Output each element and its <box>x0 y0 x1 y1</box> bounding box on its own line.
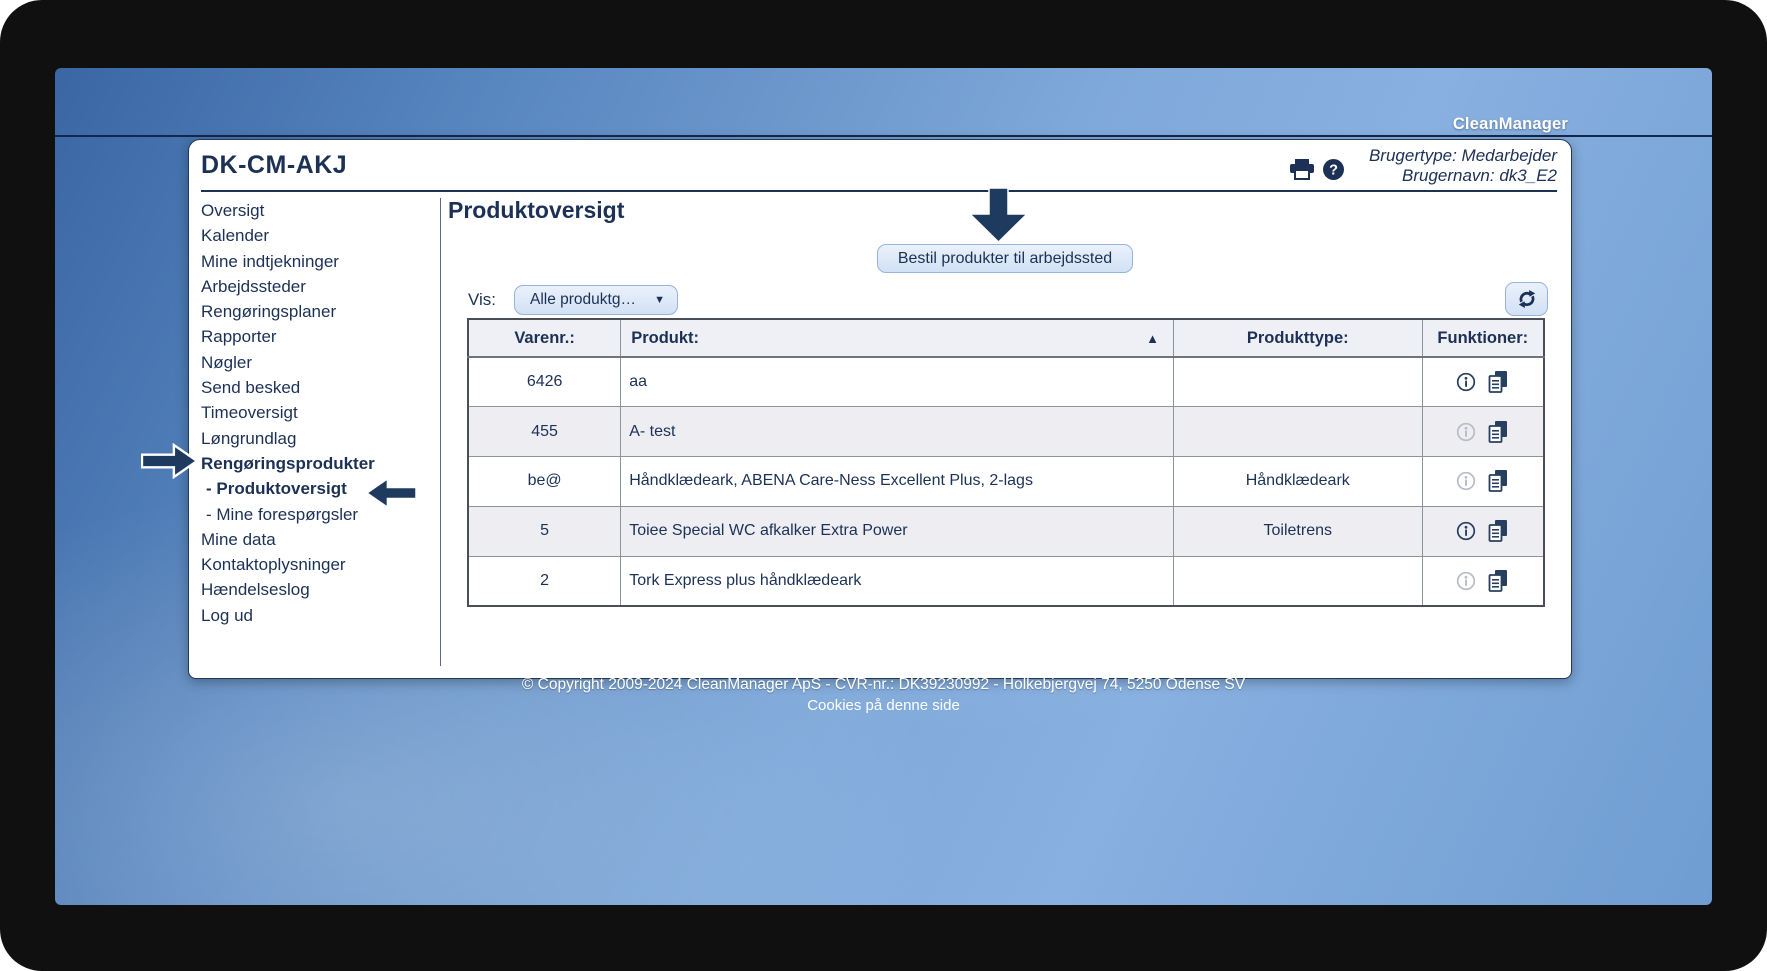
sidebar-item-kalender[interactable]: Kalender <box>201 226 270 246</box>
copy-icon[interactable] <box>1487 370 1509 394</box>
cell-produkttype: Håndklædeark <box>1173 457 1422 507</box>
cell-varenr: 455 <box>468 407 621 457</box>
user-type-label: Brugertype: Medarbejder <box>1368 146 1557 165</box>
table-row <box>468 556 1544 606</box>
cell-produkttype <box>1173 357 1422 407</box>
copy-icon[interactable] <box>1487 569 1509 593</box>
product-table <box>467 318 1545 607</box>
sidebar-nav <box>201 198 436 628</box>
sidebar-item-kontaktoplysninger[interactable]: Kontaktoplysninger <box>201 555 346 575</box>
vis-label: Vis: <box>468 290 497 309</box>
header-rule <box>201 190 1557 192</box>
product-group-dropdown[interactable] <box>514 285 678 315</box>
order-products-button[interactable]: Bestil produkter til arbejdssted <box>877 244 1133 273</box>
desktop-background <box>55 68 1712 905</box>
refresh-icon <box>1516 288 1538 310</box>
sidebar-item-rengoeringsprodukter[interactable]: Rengøringsprodukter <box>201 453 375 473</box>
cookies-link[interactable]: Cookies på denne side <box>807 697 960 714</box>
sidebar-item-loengrundlag[interactable]: Løngrundlag <box>201 428 297 448</box>
cell-produkt: A- test <box>621 407 1174 457</box>
info-icon[interactable] <box>1456 372 1476 392</box>
cell-produkttype <box>1173 407 1422 457</box>
cell-produkt: Tork Express plus håndklædeark <box>621 556 1174 606</box>
cell-varenr: 5 <box>468 506 621 556</box>
top-divider-line <box>55 135 1712 137</box>
sidebar-item-mine-indtjekninger[interactable]: Mine indtjekninger <box>201 251 339 271</box>
sidebar-item-mine-forespoergsler[interactable]: - Mine forespørgsler <box>206 504 359 524</box>
user-name-label: Brugernavn: dk3_E2 <box>1402 166 1557 185</box>
account-title: DK-CM-AKJ <box>201 151 348 179</box>
info-icon[interactable] <box>1456 471 1476 491</box>
chevron-down-icon: ▼ <box>654 294 665 306</box>
info-icon[interactable] <box>1456 521 1476 541</box>
table-row <box>468 506 1544 556</box>
table-row <box>468 357 1544 407</box>
help-icon[interactable] <box>1322 158 1348 182</box>
print-icon[interactable] <box>1289 158 1315 182</box>
col-header-produkttype[interactable]: Produkttype: <box>1173 319 1422 357</box>
cell-varenr: be@ <box>468 457 621 507</box>
col-header-produkt[interactable] <box>621 319 1174 357</box>
sidebar-item-mine-data[interactable]: Mine data <box>201 529 276 549</box>
info-icon[interactable] <box>1456 571 1476 591</box>
cell-produkt: aa <box>621 357 1174 407</box>
sidebar-content-divider <box>440 198 441 666</box>
footer <box>55 676 1712 714</box>
copy-icon[interactable] <box>1487 519 1509 543</box>
sidebar-item-noegler[interactable]: Nøgler <box>201 352 253 372</box>
table-row <box>468 457 1544 507</box>
app-panel <box>188 139 1572 679</box>
col-header-produkt-label: Produkt: <box>631 328 700 347</box>
user-info <box>1369 146 1557 186</box>
col-header-funktioner: Funktioner: <box>1422 319 1544 357</box>
svg-text:?: ? <box>1329 162 1338 179</box>
sidebar-item-arbejdssteder[interactable]: Arbejdssteder <box>201 276 306 296</box>
sidebar-item-send-besked[interactable]: Send besked <box>201 378 301 398</box>
sidebar-item-oversigt[interactable]: Oversigt <box>201 201 265 220</box>
cell-produkttype: Toiletrens <box>1173 506 1422 556</box>
table-header-row <box>468 319 1544 357</box>
sidebar-item-rapporter[interactable]: Rapporter <box>201 327 277 347</box>
copy-icon[interactable] <box>1487 420 1509 444</box>
refresh-button[interactable] <box>1505 282 1548 316</box>
cell-produkt: Toiee Special WC afkalker Extra Power <box>621 506 1174 556</box>
copyright-text: © Copyright 2009-2024 CleanManager ApS - CVR-nr.: DK39230992 - Holkebjergvej 74, 5250 Odense SV <box>521 676 1246 693</box>
col-header-varenr[interactable]: Varenr.: <box>468 319 621 357</box>
cell-produkt: Håndklædeark, ABENA Care-Ness Excellent Plus, 2-lags <box>621 457 1174 507</box>
sidebar-item-rengoeringsplaner[interactable]: Rengøringsplaner <box>201 302 337 322</box>
dropdown-value: Alle produktg… <box>530 291 636 308</box>
sort-ascending-icon[interactable]: ▲ <box>1146 330 1159 346</box>
copy-icon[interactable] <box>1487 469 1509 493</box>
cell-varenr: 2 <box>468 556 621 606</box>
info-icon[interactable] <box>1456 422 1476 442</box>
sidebar-item-timeoversigt[interactable]: Timeoversigt <box>201 403 298 423</box>
cell-varenr: 6426 <box>468 357 621 407</box>
cleanmanager-logo: CleanManager <box>1452 115 1568 133</box>
sidebar-item-haendelseslog[interactable]: Hændelseslog <box>201 580 310 600</box>
page-title: Produktoversigt <box>448 197 625 223</box>
cell-produkttype <box>1173 556 1422 606</box>
table-row <box>468 407 1544 457</box>
sidebar-item-produktoversigt[interactable]: - Produktoversigt <box>206 479 347 499</box>
sidebar-item-log-ud[interactable]: Log ud <box>201 605 253 625</box>
